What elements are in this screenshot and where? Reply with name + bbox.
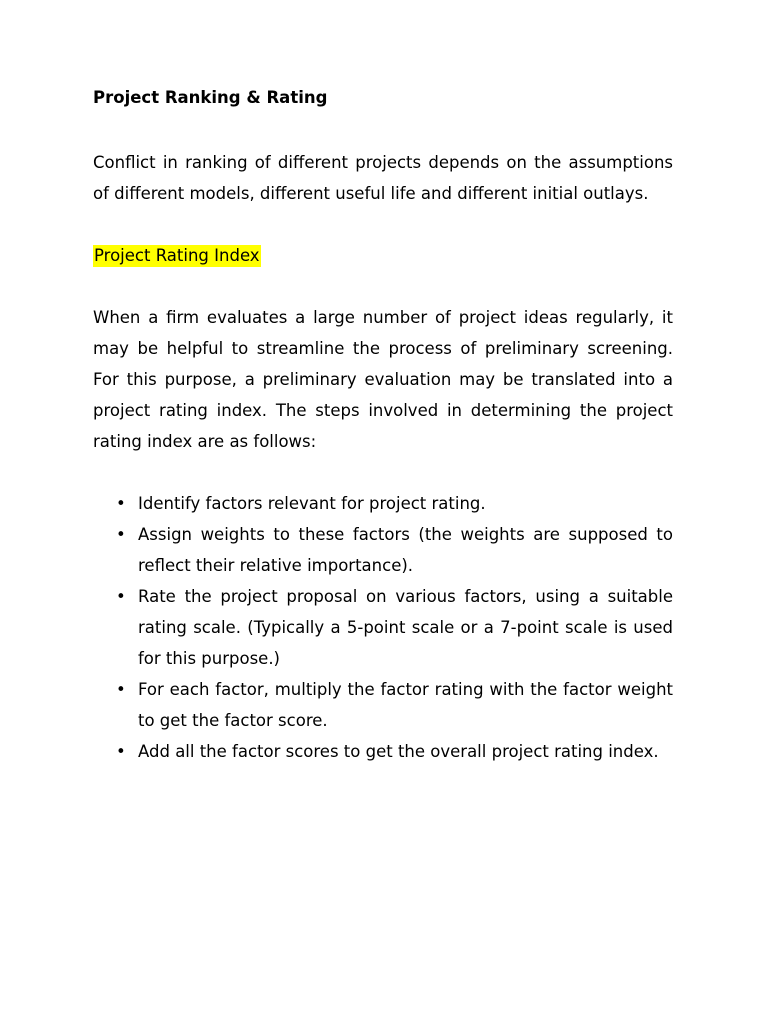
list-item-text: For each factor, multiply the factor rating with the factor weight to get the factor score.: [138, 680, 673, 730]
page-title: Project Ranking & Rating: [93, 88, 328, 107]
list-item-text: Identify factors relevant for project rating.: [138, 494, 486, 513]
bullet-icon: •: [116, 494, 126, 513]
section-paragraph: When a firm evaluates a large number of project ideas regularly, it may be helpful to streamline the process of preliminary screening. For this purpose, a preliminary evaluation may be translated into a project rating index. The steps involved in determining the project rating index are as follows:: [93, 308, 673, 451]
list-item-text: Add all the factor scores to get the overall project rating index.: [138, 742, 659, 761]
list-item-text: Assign weights to these factors (the weights are supposed to reflect their relative importance).: [138, 525, 673, 575]
bullet-icon: •: [116, 680, 126, 699]
bullet-icon: •: [116, 525, 126, 544]
list-item: [116, 488, 673, 519]
list-item: [116, 581, 673, 674]
list-item-text: Rate the project proposal on various factors, using a suitable rating scale. (Typically a 5-point scale or a 7-point scale is used for this purpose.): [138, 587, 673, 668]
document-page: [93, 86, 673, 767]
bullet-icon: •: [116, 587, 126, 606]
list-item: [116, 674, 673, 736]
steps-list: [93, 488, 673, 767]
list-item: [116, 519, 673, 581]
section-heading: [93, 240, 673, 271]
bullet-icon: •: [116, 742, 126, 761]
list-item: [116, 736, 673, 767]
intro-paragraph: Conflict in ranking of different projects depends on the assumptions of different models, different useful life and different initial outlays.: [93, 153, 673, 203]
section-heading-highlight: Project Rating Index: [94, 246, 260, 265]
